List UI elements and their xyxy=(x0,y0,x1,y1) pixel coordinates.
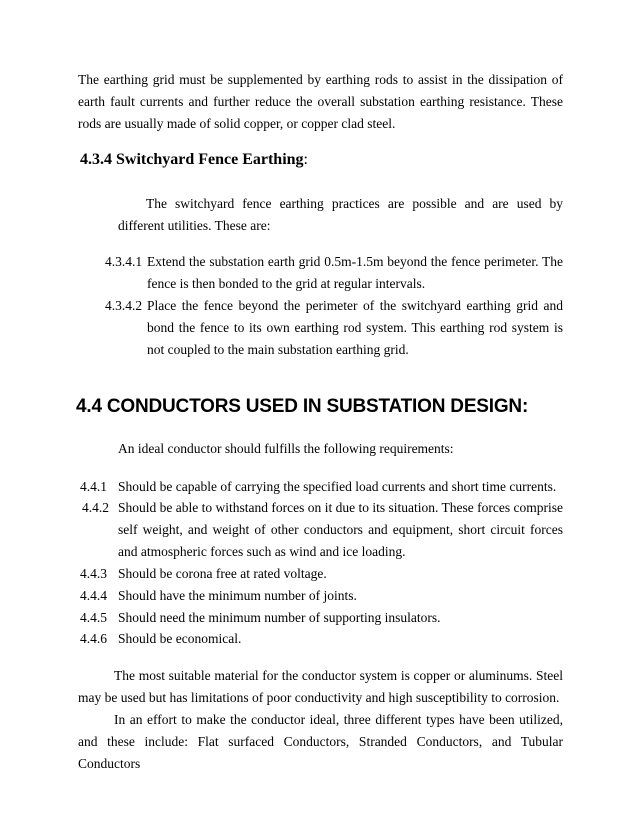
fence-item-1 xyxy=(105,251,563,295)
section-44-heading: 4.4 CONDUCTORS USED IN SUBSTATION DESIGN: xyxy=(76,396,529,417)
requirement-number: 4.4.3 xyxy=(80,566,107,581)
conductor-types-paragraph: In an effort to make the conductor ideal, three different types have been utilized, and these include: Flat surfaced Conductors, Stranded Conductors, and Tubular Conductors xyxy=(78,712,563,771)
fence-item-2 xyxy=(105,295,563,361)
requirement-text: Should be able to withstand forces on it due to its situation. These forces comprise self weight, and weight of other conductors and equipment, short circuit forces and atmospheric forces such as wind and ice loading. xyxy=(118,500,563,559)
requirement-text: Should be economical. xyxy=(118,631,242,646)
section-434-title: 4.3.4 Switchyard Fence Earthing xyxy=(80,151,304,168)
section-434-heading xyxy=(80,151,308,169)
section-434-colon: : xyxy=(303,151,308,168)
requirement-item xyxy=(80,628,563,650)
requirement-item xyxy=(80,563,563,585)
requirement-item xyxy=(80,607,563,629)
requirement-item xyxy=(80,585,563,607)
requirement-text: Should be corona free at rated voltage. xyxy=(118,566,327,581)
fence-item-1-text: Extend the substation earth grid 0.5m-1.5m beyond the fence perimeter. The fence is then bonded to the grid at regular intervals. xyxy=(147,254,563,291)
fence-earthing-intro: The switchyard fence earthing practices are possible and are used by different utilities. These are: xyxy=(118,196,563,233)
requirement-number: 4.4.2 xyxy=(82,500,109,515)
requirement-text: Should need the minimum number of supporting insulators. xyxy=(118,610,441,625)
fence-item-2-text: Place the fence beyond the perimeter of the switchyard earthing grid and bond the fence to its own earthing rod system. This earthing rod system is not coupled to the main substation earthing grid. xyxy=(147,298,563,357)
requirement-number: 4.4.4 xyxy=(80,588,107,603)
material-paragraph: The most suitable material for the conductor system is copper or aluminums. Steel may be used but has limitations of poor conductivity and high susceptibility to corrosion. xyxy=(78,668,563,705)
intro-paragraph: The earthing grid must be supplemented by earthing rods to assist in the dissipation of earth fault currents and further reduce the overall substation earthing resistance. These rods are usually made of solid copper, or copper clad steel. xyxy=(78,72,563,131)
requirements-intro: An ideal conductor should fulfills the following requirements: xyxy=(118,441,454,456)
requirement-text: Should be capable of carrying the specified load currents and short time currents. xyxy=(118,479,557,494)
requirement-number: 4.4.1 xyxy=(80,479,107,494)
requirement-text: Should have the minimum number of joints. xyxy=(118,588,357,603)
fence-item-2-number: 4.3.4.2 xyxy=(105,298,143,313)
requirement-number: 4.4.5 xyxy=(80,610,107,625)
requirement-item xyxy=(82,497,563,563)
fence-item-1-number: 4.3.4.1 xyxy=(105,254,143,269)
requirement-number: 4.4.6 xyxy=(80,631,107,646)
requirement-item xyxy=(80,476,563,498)
